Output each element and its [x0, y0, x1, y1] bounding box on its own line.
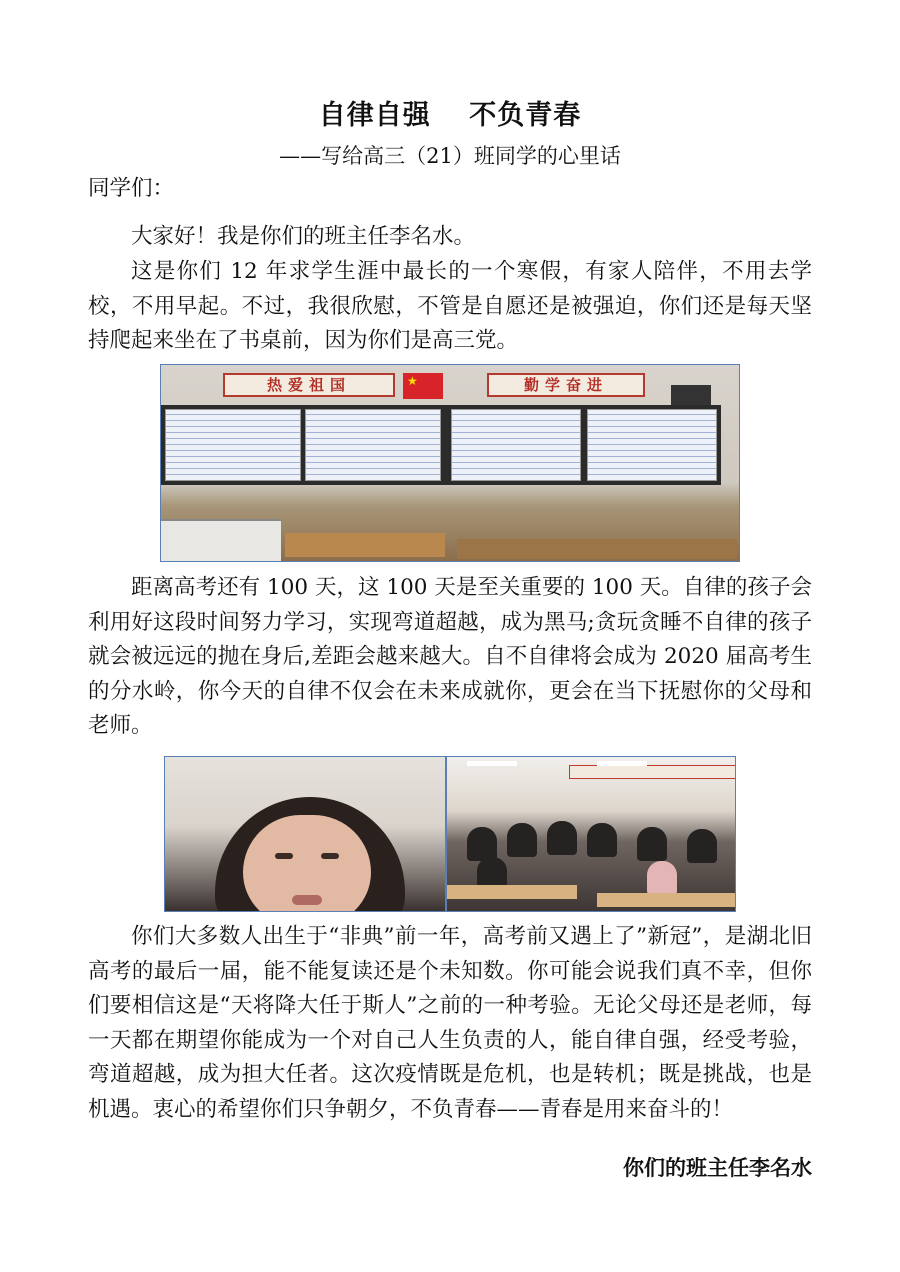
students-photo: [446, 756, 736, 912]
flag-icon: ★: [403, 373, 443, 399]
paragraph-winter-break: 这是你们 12 年求学生涯中最长的一个寒假，有家人陪伴，不用去学校，不用早起。不过，我很欣慰，不管是自愿还是被强迫，你们还是每天坚持爬起来坐在了书桌前，因为你们是高三党。: [88, 259, 812, 353]
letter-title: 自律自强 不负青春: [318, 100, 582, 131]
video-call-photo: [164, 756, 446, 912]
paragraph-100-days: 距离高考还有 100 天，这 100 天是至关重要的 100 天。自律的孩子会利用好这段时间努力学习，实现弯道超越，成为黑马;贪玩贪睡不自律的孩子就会被远远的抛在身后,差距会越来越大。自不自律将会成为 2020 届高考生的分水岭，你今天的自律不仅会在未来成就你，更会在当下抚慰你的父母和老师。: [88, 575, 812, 738]
letter-subtitle: ——写给高三（21）班同学的心里话: [279, 144, 621, 168]
speaker-icon: [671, 385, 711, 407]
greeting: 同学们：: [88, 176, 175, 201]
classroom-photo: [160, 364, 740, 562]
classroom-banner-left: 热爱祖国: [223, 373, 395, 397]
paragraph-intro: 大家好！我是你们的班主任李名水。: [131, 224, 476, 249]
paragraph-covid: 你们大多数人出生于“非典”前一年，高考前又遇上了”新冠”，是湖北旧高考的最后一届，能不能复读还是个未知数。你可能会说我们真不幸，但你们要相信这是“天将降大任于斯人”之前的一种考验。无论父母还是老师，每一天都在期望你能成为一个对自己人生负责的人，能自律自强，经受考验，弯道超越，成为担大任者。这次疫情既是危机，也是转机；既是挑战，也是机遇。衷心的希望你们只争朝夕，不负青春——青春是用来奋斗的！: [88, 924, 812, 1122]
classroom-banner-right: 勤学奋进: [487, 373, 645, 397]
signature: 你们的班主任李名水: [623, 1156, 812, 1180]
